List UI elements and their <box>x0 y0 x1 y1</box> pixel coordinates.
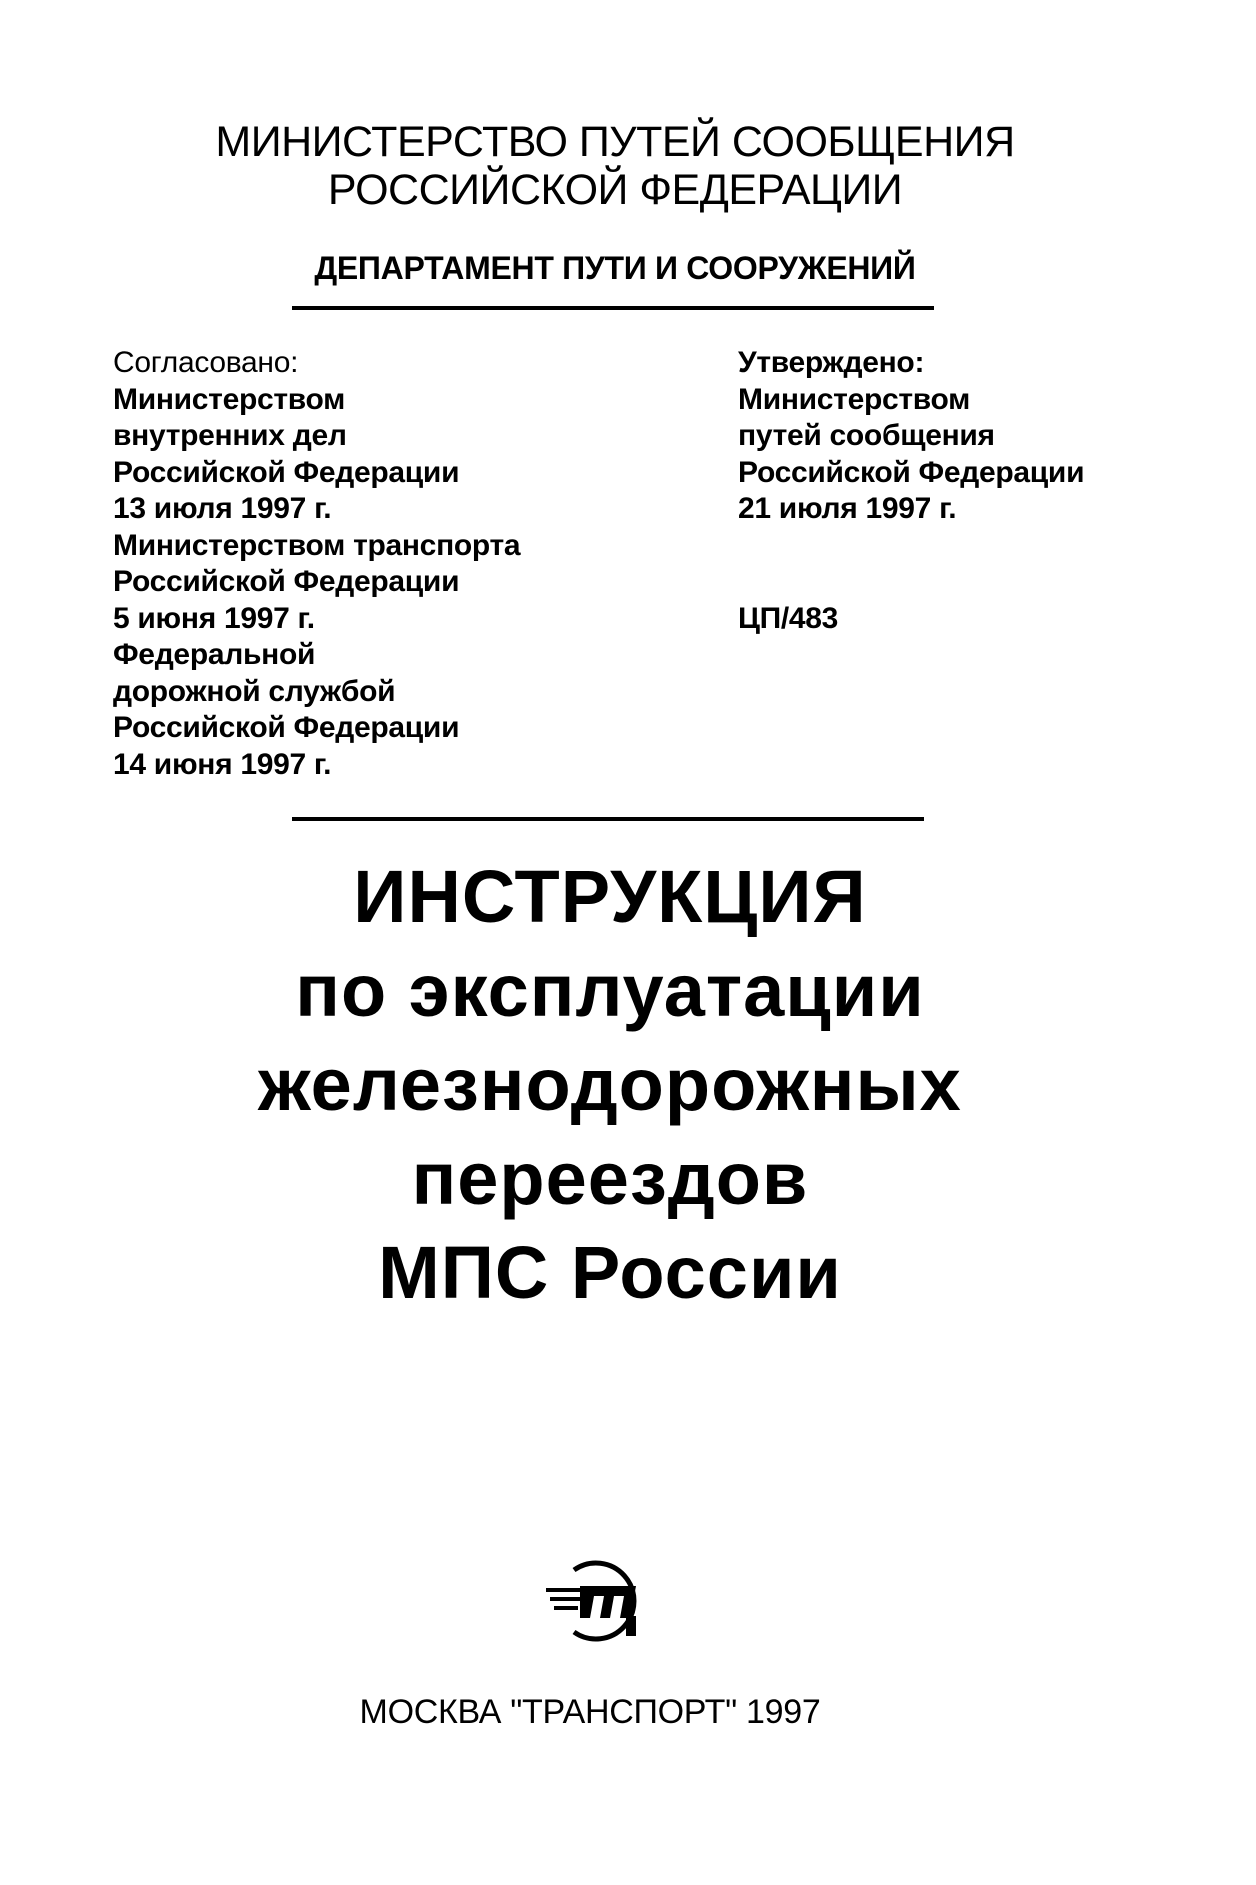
agreed-block <box>113 345 633 783</box>
document-code: ЦП/483 <box>738 601 839 635</box>
top-divider <box>292 306 934 310</box>
middle-divider <box>292 817 924 821</box>
document-title <box>0 850 1220 1320</box>
agreed-line: внутренних дел <box>113 419 347 452</box>
approved-heading: Утверждено: <box>738 346 925 379</box>
agreed-line: 13 июля 1997 г. <box>113 492 332 525</box>
agreed-line: Российской Федерации <box>113 711 460 744</box>
agreed-line: Федеральной <box>113 638 316 671</box>
agreed-heading: Согласовано: <box>113 346 299 379</box>
approved-line: путей сообщения <box>738 419 995 452</box>
ministry-name <box>0 118 1230 214</box>
approved-line: Министерством <box>738 382 971 416</box>
transport-publisher-logo-icon <box>544 1556 654 1646</box>
title-line: МПС России <box>378 1231 842 1314</box>
agreed-line: 14 июня 1997 г. <box>113 747 332 781</box>
agreed-line: Министерством транспорта <box>113 528 521 562</box>
ministry-line-1: МИНИСТЕРСТВО ПУТЕЙ СООБЩЕНИЯ <box>215 118 1015 166</box>
title-line: ИНСТРУКЦИЯ <box>353 855 867 938</box>
approved-line: Российской Федерации <box>738 455 1085 489</box>
title-line: железнодорожных <box>258 1043 962 1126</box>
approved-line: 21 июля 1997 г. <box>738 492 957 525</box>
publisher-imprint: МОСКВА "ТРАНСПОРТ" 1997 <box>359 1693 821 1731</box>
agreed-line: Российской Федерации <box>113 565 460 598</box>
department-name: ДЕПАРТАМЕНТ ПУТИ И СООРУЖЕНИЙ <box>314 250 916 286</box>
approved-block <box>738 345 1238 637</box>
agreed-line: Министерством <box>113 382 346 416</box>
title-line: переездов <box>411 1137 809 1220</box>
ministry-line-2: РОССИЙСКОЙ ФЕДЕРАЦИИ <box>327 166 903 214</box>
agreed-line: Российской Федерации <box>113 455 460 489</box>
approved-spacer <box>738 528 1238 601</box>
agreed-line: 5 июня 1997 г. <box>113 601 315 635</box>
title-line: по эксплуатации <box>295 949 925 1032</box>
agreed-line: дорожной службой <box>113 674 396 708</box>
